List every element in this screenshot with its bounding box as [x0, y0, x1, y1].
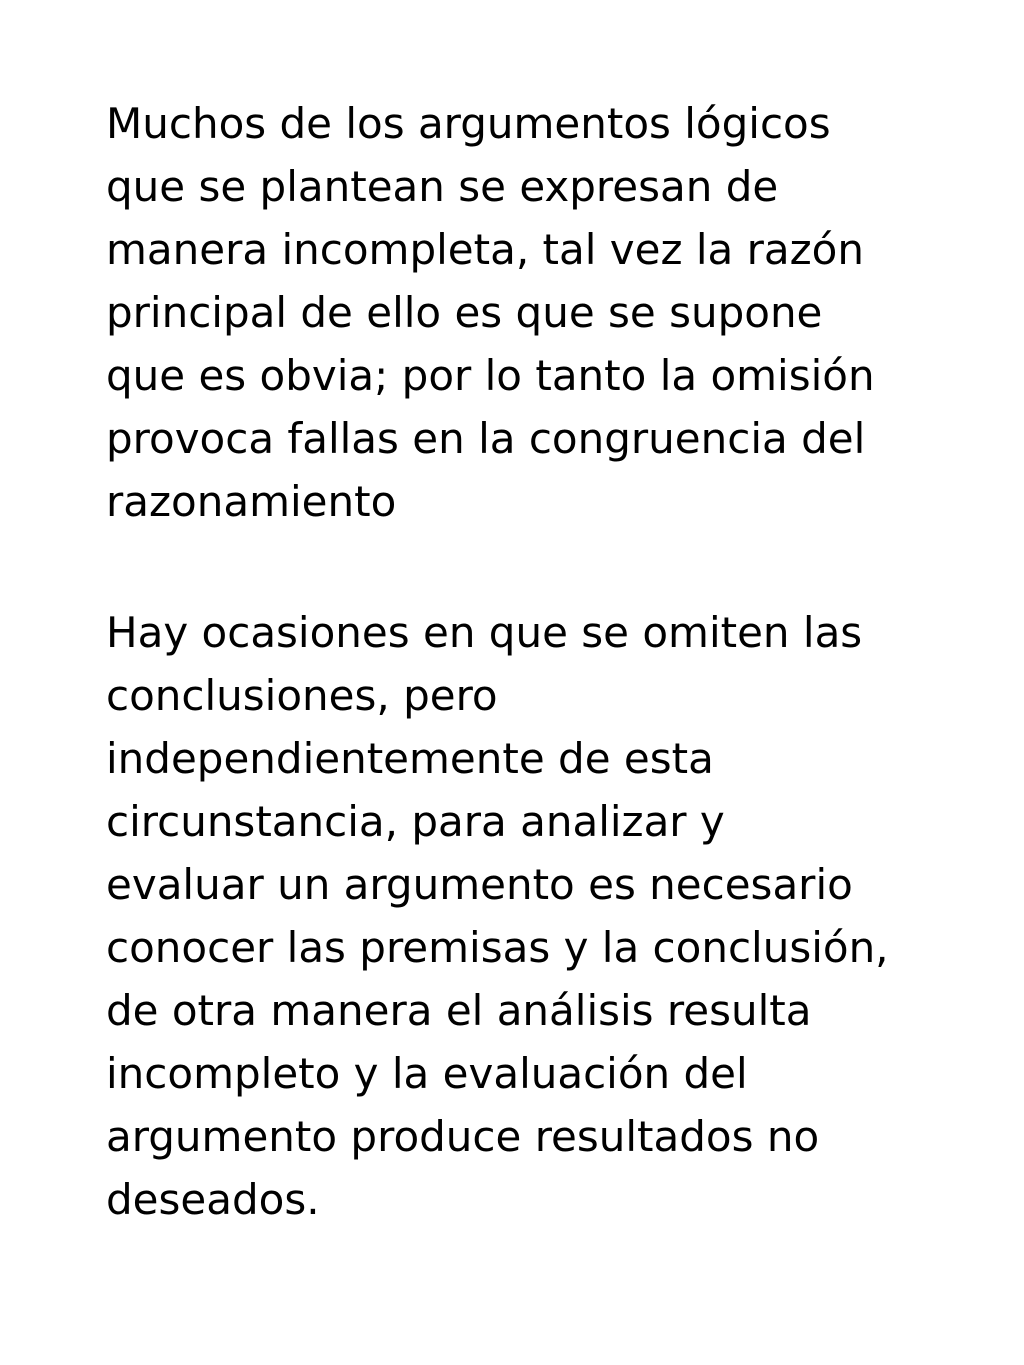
paragraph-line: conclusiones, pero	[106, 671, 498, 720]
paragraph-line: argumento produce resultados no	[106, 1112, 820, 1161]
paragraph-line: evaluar un argumento es necesario	[106, 860, 853, 909]
paragraph-line: Hay ocasiones en que se omiten las	[106, 608, 863, 657]
paragraph-1	[106, 92, 926, 533]
paragraph-2	[106, 601, 926, 1231]
paragraph-line: circunstancia, para analizar y	[106, 797, 725, 846]
paragraph-line: que se plantean se expresan de	[106, 162, 779, 211]
paragraph-line: conocer las premisas y la conclusión,	[106, 923, 889, 972]
paragraph-line: que es obvia; por lo tanto la omisión	[106, 351, 875, 400]
paragraph-line: incompleto y la evaluación del	[106, 1049, 748, 1098]
paragraph-line: principal de ello es que se supone	[106, 288, 823, 337]
paragraph-line: deseados.	[106, 1175, 320, 1224]
paragraph-line: provoca fallas en la congruencia del	[106, 414, 866, 463]
paragraph-line: razonamiento	[106, 477, 397, 526]
paragraph-line: de otra manera el análisis resulta	[106, 986, 812, 1035]
paragraph-line: Muchos de los argumentos lógicos	[106, 99, 831, 148]
paragraph-line: independientemente de esta	[106, 734, 714, 783]
paragraph-line: manera incompleta, tal vez la razón	[106, 225, 864, 274]
